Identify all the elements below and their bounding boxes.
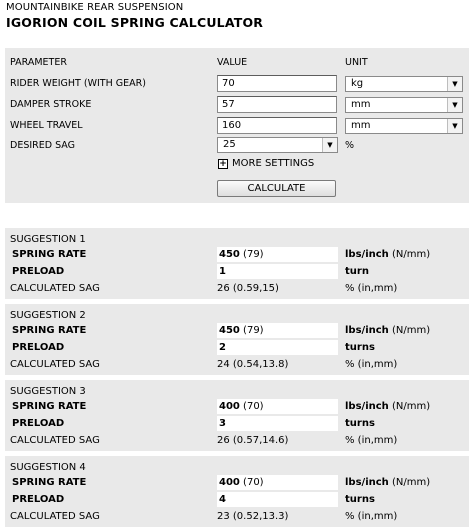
preload-value: 2 — [217, 340, 338, 355]
spring-rate-lbs: 400 — [219, 477, 240, 488]
suggestion-panel — [5, 228, 469, 299]
page-subtitle: MOUNTAINBIKE REAR SUSPENSION — [6, 2, 184, 13]
spring-rate-lbs: 450 — [219, 325, 240, 336]
spring-rate-unit-lbs: lbs/inch — [345, 401, 389, 412]
spring-rate-label: SPRING RATE — [12, 249, 87, 260]
spring-rate-unit-nmm: (N/mm) — [388, 401, 431, 412]
dropdown-arrow-icon: ▼ — [447, 98, 462, 112]
preload-value: 4 — [217, 492, 338, 507]
spring-rate-unit-nmm: (N/mm) — [388, 249, 431, 260]
preload-label: PRELOAD — [12, 266, 65, 277]
calculated-sag-unit: % (in,mm) — [345, 435, 398, 446]
spring-rate-lbs: 450 — [219, 249, 240, 260]
calculated-sag-unit: % (in,mm) — [345, 283, 398, 294]
rider-weight-label: RIDER WEIGHT (WITH GEAR) — [10, 78, 146, 89]
preload-label: PRELOAD — [12, 494, 65, 505]
dropdown-arrow-icon: ▼ — [322, 138, 337, 152]
suggestion-title: SUGGESTION 4 — [10, 462, 86, 473]
suggestion-title: SUGGESTION 2 — [10, 310, 86, 321]
spring-rate-unit-nmm: (N/mm) — [388, 477, 431, 488]
calculated-sag-unit: % (in,mm) — [345, 511, 398, 522]
spring-rate-label: SPRING RATE — [12, 477, 87, 488]
wheel-travel-unit-select[interactable] — [345, 118, 463, 134]
parameter-panel — [5, 48, 469, 203]
spring-rate-unit-lbs: lbs/inch — [345, 249, 389, 260]
calculated-sag-value: 26 (0.59,15) — [217, 283, 279, 294]
spring-rate-unit — [345, 401, 430, 412]
dropdown-arrow-icon: ▼ — [447, 119, 462, 133]
rider-weight-input[interactable]: 70 — [217, 75, 337, 92]
parameter-column-header: PARAMETER — [10, 57, 67, 68]
spring-rate-unit-lbs: lbs/inch — [345, 477, 389, 488]
suggestion-panel — [5, 304, 469, 375]
spring-rate-nmm: (79) — [239, 325, 264, 336]
plus-icon: + — [219, 158, 227, 169]
damper-stroke-unit-select[interactable] — [345, 97, 463, 113]
spring-rate-value — [217, 247, 338, 262]
spring-rate-lbs: 400 — [219, 401, 240, 412]
preload-label: PRELOAD — [12, 418, 65, 429]
suggestion-title: SUGGESTION 1 — [10, 234, 86, 245]
preload-unit: turns — [345, 494, 375, 505]
calculated-sag-value: 26 (0.57,14.6) — [217, 435, 289, 446]
rider-weight-unit-value: kg — [351, 78, 364, 89]
desired-sag-label: DESIRED SAG — [10, 140, 75, 151]
wheel-travel-unit-value: mm — [351, 120, 371, 131]
spring-rate-nmm: (70) — [239, 477, 264, 488]
spring-rate-nmm: (79) — [239, 249, 264, 260]
spring-rate-value — [217, 399, 338, 414]
calculated-sag-value: 23 (0.52,13.3) — [217, 511, 289, 522]
calculated-sag-value: 24 (0.54,13.8) — [217, 359, 289, 370]
damper-stroke-label: DAMPER STROKE — [10, 99, 92, 110]
spring-rate-nmm: (70) — [239, 401, 264, 412]
damper-stroke-input[interactable]: 57 — [217, 96, 337, 113]
dropdown-arrow-icon: ▼ — [447, 77, 462, 91]
more-settings-label: MORE SETTINGS — [232, 158, 315, 169]
more-settings-toggle[interactable] — [218, 158, 314, 169]
desired-sag-select[interactable] — [217, 137, 338, 153]
desired-sag-unit: % — [345, 140, 355, 151]
damper-stroke-unit-value: mm — [351, 99, 371, 110]
preload-unit: turn — [345, 266, 369, 277]
spring-rate-value — [217, 475, 338, 490]
rider-weight-unit-select[interactable] — [345, 76, 463, 92]
spring-rate-label: SPRING RATE — [12, 325, 87, 336]
preload-unit: turns — [345, 342, 375, 353]
calculated-sag-label: CALCULATED SAG — [10, 435, 100, 446]
spring-rate-value — [217, 323, 338, 338]
calculated-sag-label: CALCULATED SAG — [10, 359, 100, 370]
calculated-sag-unit: % (in,mm) — [345, 359, 398, 370]
preload-label: PRELOAD — [12, 342, 65, 353]
calculate-button[interactable]: CALCULATE — [217, 180, 336, 197]
page-title: IGORION COIL SPRING CALCULATOR — [6, 15, 264, 30]
spring-rate-unit-nmm: (N/mm) — [388, 325, 431, 336]
preload-value: 1 — [217, 264, 338, 279]
suggestion-panel — [5, 456, 469, 527]
wheel-travel-input[interactable]: 160 — [217, 117, 337, 134]
value-column-header: VALUE — [217, 57, 248, 68]
spring-rate-unit — [345, 477, 430, 488]
unit-column-header: UNIT — [345, 57, 368, 68]
spring-rate-unit-lbs: lbs/inch — [345, 325, 389, 336]
spring-rate-unit — [345, 249, 430, 260]
suggestion-panel — [5, 380, 469, 451]
spring-rate-label: SPRING RATE — [12, 401, 87, 412]
preload-unit: turns — [345, 418, 375, 429]
spring-rate-unit — [345, 325, 430, 336]
calculated-sag-label: CALCULATED SAG — [10, 283, 100, 294]
calculated-sag-label: CALCULATED SAG — [10, 511, 100, 522]
desired-sag-value: 25 — [223, 139, 236, 150]
suggestion-title: SUGGESTION 3 — [10, 386, 86, 397]
wheel-travel-label: WHEEL TRAVEL — [10, 120, 83, 131]
preload-value: 3 — [217, 416, 338, 431]
